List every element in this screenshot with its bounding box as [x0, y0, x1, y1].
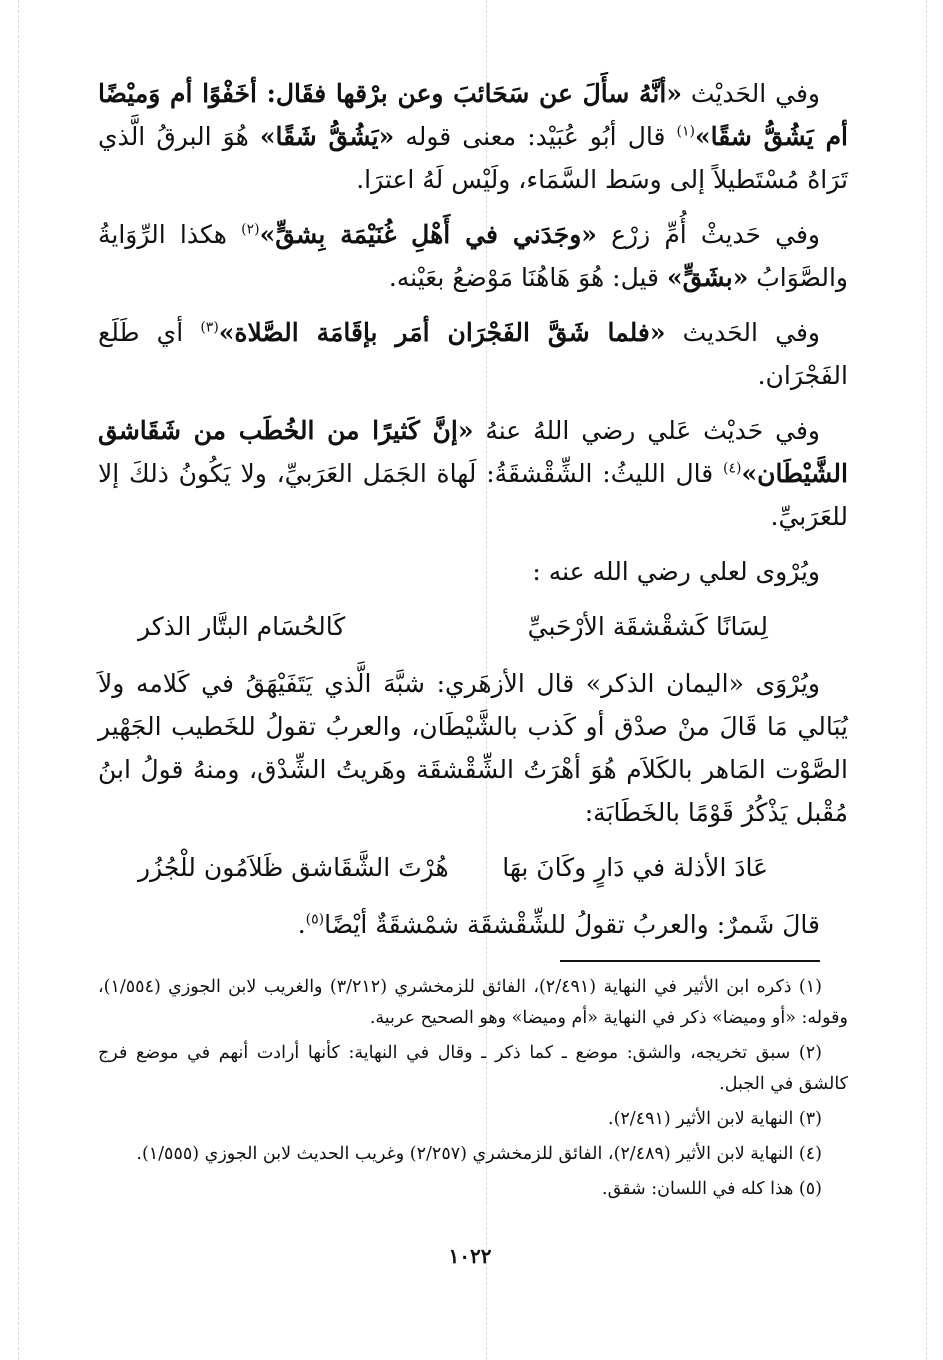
- hadith-quote: «أنَّهُ سأَلَ عن سَحَائبَ وعن برْقها فقَال: أخَفْوًا أم وَميْضًا أم يَشُقُّ شقًا»: [98, 79, 848, 151]
- paragraph-3: [98, 311, 848, 397]
- footnote-ref: (٤): [723, 460, 742, 477]
- paragraph-text: قالَ شَمرٌ: والعربُ تقولُ للشِّقْشقَة شمْشقَةٌ أيْضًا: [324, 910, 820, 939]
- paragraph-text: قال الليثُ: الشِّقْشقَةُ: لَهاة الجَمَل العَرَبيِّ، ولا يَكُونُ ذلكَ إلا للعَرَبيِّ.: [98, 459, 848, 531]
- hadith-quote: «بشَقٍّ»: [666, 263, 749, 292]
- footnote-5: (٥) هذا كله في اللسان: شقق.: [602, 1179, 822, 1199]
- paragraph-4: [98, 409, 848, 538]
- footnote-3: (٣) النهاية لابن الأثير (٢/٤٩١).: [608, 1109, 822, 1129]
- footnote-separator: [560, 960, 820, 962]
- paragraph-text: أي طَلَع الفَجْرَان.: [98, 318, 848, 390]
- main-text: [98, 72, 848, 958]
- page-number: ١٠٢٢: [448, 1244, 492, 1268]
- paragraph-text: قيل: هُوَ هَاهُنَا مَوْضعُ بعَيْنه.: [388, 263, 667, 292]
- paragraph-5: ويُرْوَى «اليمان الذكر» قال الأزهَري: شبَّهَ الَّذي يَتَفَيْهَقُ في كَلامه ولاَ يُبَالي مَا قَالَ منْ صدْق أو كَذب بالشَّيْطَان، والعربُ تقولُ للخَطيب الجَهْير الصَّوْت المَاهر بالكَلاَم هُوَ أهْرَتُ الشِّقْشقَة وهَريتُ الشِّدْق، ومنهُ قولُ ابنُ مُقْبل يَذْكُرُ قَوْمًا بالخَطَابَة:: [98, 669, 848, 827]
- poetry-verse-1: [98, 605, 848, 648]
- poetry-verse-2: [98, 846, 848, 889]
- paragraph-text: وفي الحَديْث: [681, 79, 820, 108]
- footnotes: [98, 972, 848, 1209]
- footnote-1: (١) ذكره ابن الأثير في النهاية (٢/٤٩١)، الفائق للزمخشري (٣/٢١٢) والغريب لابن الجوزي (١/٥٥٤)، وقوله: «أو وميضا» ذكر في النهاية «أم وميضا» وهو الصحيح عربية.: [98, 977, 848, 1028]
- footnote-2: (٢) سبق تخريجه، والشق: موضع ـ كما ذكر ـ وقال في النهاية: كأنها أرادت أنهم في موضع فرج كالشق في الجبل.: [98, 1043, 848, 1094]
- scan-artifact-line: [18, 0, 19, 1360]
- footnote-ref: (١): [676, 123, 695, 140]
- verse-second-hemistich: هُرْتَ الشَّقَاشق ظَلاَمُون للْجُزُر: [138, 853, 449, 882]
- final-line: قالَ شَمرٌ: والعربُ تقولُ للشِّقْشقَة شمْشقَةٌ أيْضًا$^{(٥)}$.: [297, 910, 820, 939]
- verse-first-hemistich: لِسَانًا كَشقْشقَة الأرْحَبيِّ: [527, 612, 768, 641]
- hadith-quote: «فلما شَقَّ الفَجْرَان أمَر بإقَامَة الصَّلاة»: [218, 318, 666, 347]
- hadith-quote: «إنَّ كَثيرًا من الخُطَب من شَقَاشق الشَّيْطَان»: [98, 416, 848, 488]
- footnote-ref: (٥): [305, 911, 325, 928]
- paragraph-text: وفي حَديثْ أُمِّ زرْع: [596, 220, 820, 249]
- verse-first-hemistich: عَادَ الأذلة في دَارٍ وكَانَ بهَا: [502, 853, 768, 882]
- paragraph-text: هكذا الرِّوَايةُ والصَّوَابُ: [98, 220, 848, 292]
- footnote-ref: (٣): [200, 319, 219, 336]
- paragraph-2: [98, 213, 848, 299]
- footnote-4: (٤) النهاية لابن الأثير (٢/٤٨٩)، الفائق للزمخشري (٢/٢٥٧) وغريب الحديث لابن الجوزي (١/٥٥٥).: [136, 1144, 822, 1164]
- verse-second-hemistich: كَالحُسَام البتَّار الذكر: [138, 612, 346, 641]
- paragraph-text: وفي حَديْث عَلي رضي اللهُ عنهُ: [473, 416, 820, 445]
- paragraph-text: هُوَ البرقُ الَّذي تَرَاهُ مُسْتَطيلاً إلى وسَط السَّمَاء، ولَيْس لَهُ اعترَا.: [98, 122, 848, 194]
- hadith-quote: «يَشُقُّ شَقًا»: [259, 122, 395, 151]
- paragraph-text: قال أبُو عُبَيْد: معنى قوله: [394, 122, 677, 151]
- paragraph-1: [98, 72, 848, 201]
- verse-intro: ويُرْوى لعلي رضي الله عنه :: [532, 557, 820, 586]
- hadith-quote: «وجَدَني في أَهْلِ غُنَيْمَة بِشقٍّ»: [259, 220, 597, 249]
- scan-artifact-line: [926, 0, 927, 1360]
- footnote-ref: (٢): [241, 221, 260, 238]
- paragraph-text: وفي الحَديث: [665, 318, 820, 347]
